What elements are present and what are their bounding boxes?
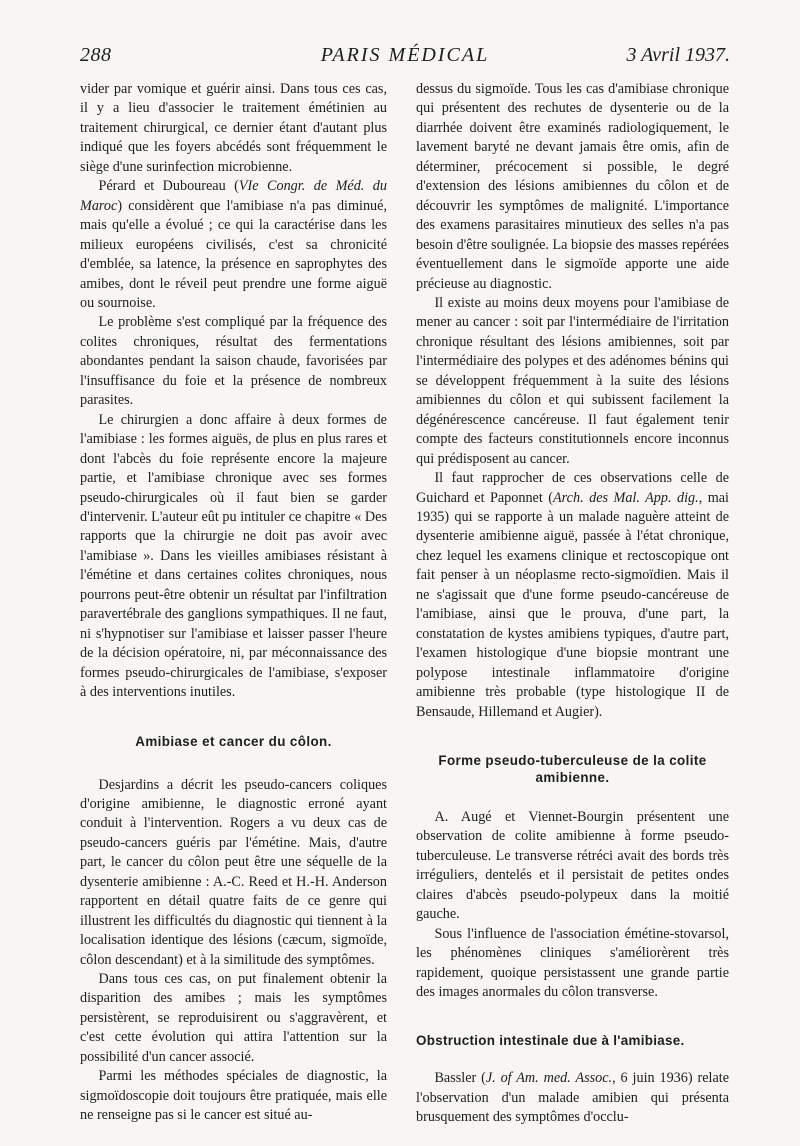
paragraph-text: , 6 juin 1936) relate l'observation d'un malade amibien qui présenta brusquement des symptômes d'occlu- <box>416 1070 729 1126</box>
issue-date: 3 Avril 1937. <box>626 44 730 66</box>
paragraph: dessus du sigmoïde. Tous les cas d'amibiase chronique qui présentent des rechutes de dysenterie ou de la diarrhée doivent être examinés radiologiquement, le lavement baryté ne devant jamais être omis, afin de déterminer, précocement si possible, le degré d'extension des lésions amibiennes du côlon et de découvrir les symptômes de malignité. L'importance des examens parasitaires minutieux des selles n'a pas besoin d'être soulignée. La biopsie des masses repérées éventuellement dans le sigmoïde apporte une aide précieuse au diagnostic. <box>416 81 730 292</box>
left-column <box>80 80 387 1126</box>
citation: J. of Am. med. Assoc. <box>485 1070 613 1087</box>
paragraph <box>416 1069 729 1127</box>
paragraph: vider par vomique et guérir ainsi. Dans tous ces cas, il y a lieu d'associer le traitement émétinien au traitement chirurgical, ce dernier étant d'autant plus indiqué que les foyers abcédés sont fréquemment le siège d'une surinfection microbienne. <box>80 81 387 175</box>
paragraph-text: Pérard et Duboureau ( <box>98 178 239 195</box>
paragraph: Sous l'influence de l'association émétine-stovarsol, les phénomènes cliniques s'améliorèrent très rapidement, quoique persistassent une grande partie des images anormales du côlon transverse. <box>416 925 729 1001</box>
citation: Arch. des Mal. App. dig. <box>553 489 699 506</box>
paragraph <box>416 469 729 722</box>
paragraph: Le problème s'est compliqué par la fréquence des colites chroniques, résultat des fermentations abondantes pendant la saison chaude, favorisées par l'insuffisance du foie et la présence de nombreux parasites. <box>80 314 387 409</box>
section-heading: Forme pseudo-tuberculeuse de la colite amibienne. <box>438 752 707 785</box>
paragraph-text: , mai 1935) qui se rapporte à un malade naguère atteint de dysenterie amibienne aiguë, passée à l'état chronique, chez lequel les examens clinique et rectoscopique ont fait penser à un néoplasme recto-sigmoïdien. Mais il ne s'agissait que d'une forme pseudo-cancéreuse de l'amibiase, ainsi que le prouva, d'une part, la constatation de kystes amibiens typiques, d'autre part, l'examen histologique d'une biopsie montrant une polypose intestinale inflammatoire d'origine amibienne très probable (type histologique II de Bensaude, Hillemand et Augier). <box>416 489 729 720</box>
paragraph-text: Bassler ( <box>434 1070 486 1087</box>
paragraph: Dans tous ces cas, on put finalement obtenir la disparition des amibes ; mais les symptômes persistèrent, se reproduisirent ou s'aggravèrent, et c'est cette évolution qui attira l'attention sur la possibilité d'un cancer associé. <box>80 971 387 1065</box>
section-heading: Obstruction intestinale due à l'amibiase. <box>416 1033 685 1049</box>
paragraph: A. Augé et Viennet-Bourgin présentent une observation de colite amibienne à forme pseudo-tuberculeuse. Le transverse rétréci avait des bords très irréguliers, dentelés et il persistait de petites ondes claires d'abcès pseudo-polypeux dans la moitié gauche. <box>416 808 729 923</box>
paragraph-text: ) considèrent que l'amibiase n'a pas diminué, mais qu'elle a évolué ; ce qui la caractérise dans les milieux européens civilisés, c'est sa chronicité d'emblée, sa latence, la présence en saprophytes des amibes, dont le réveil peut prendre une forme aiguë ou sournoise. <box>80 197 387 311</box>
paragraph-text: Il faut rapprocher de ces observations celle de Guichard et Paponnet ( <box>416 470 729 506</box>
citation: VIe Congr. de Méd. du Maroc <box>80 178 387 214</box>
paragraph: Il existe au moins deux moyens pour l'amibiase de mener au cancer : soit par l'intermédiaire de l'irritation chronique résultant des lésions amibiennes, soit par l'intermédiaire des polypes et des adénomes bénins qui se développent fréquemment à la suite des lésions amibiennes du côlon et qui subissent facilement la dégénérescence cancéreuse. Il faut également tenir compte des facteurs constitutionnels encore inconnus qui prédisposent au cancer. <box>416 294 729 467</box>
paragraph: Le chirurgien a donc affaire à deux formes de l'amibiase : les formes aiguës, de plus en plus rares et dont l'abcès du foie représente encore la majeure partie, et l'amibiase chronique avec ses formes pseudo-chirurgicales où il faut bien se garder d'intervenir. L'auteur eût pu intituler ce chapitre « Des rapports que la chirurgie ne doit pas avoir avec l'amibiase ». Dans les vieilles amibiases résistant à l'émétine et dans certaines colites chroniques, nous pourrons peut-être obtenir un résultat par l'infiltration paravertébrale des ganglions sympathiques. Il ne faut, ni s'hypnotiser sur l'amibiase et laisser passer l'heure de la décision opératoire, ni, par méconnaissance des formes pseudo-chirurgicales de l'amibiase, s'exposer à des interventions inutiles. <box>80 411 387 701</box>
page-number: 288 <box>80 44 112 66</box>
right-column <box>416 80 729 1128</box>
paragraph: Parmi les méthodes spéciales de diagnostic, la sigmoïdoscopie doit toujours être pratiquée, mais elle ne renseigne pas si le cancer est situé au- <box>80 1068 387 1124</box>
paragraph: Desjardins a décrit les pseudo-cancers coliques d'origine amibienne, le diagnostic erroné ayant conduit à l'intervention. Rogers a vu deux cas de pseudo-cancers guéris par l'émétine. Mais, d'autre part, le cancer du côlon peut être une séquelle de la dysenterie amibienne : A.-C. Reed et H.-H. Anderson rapportent en détail quatre faits de ce genre qui illustrent les difficultés du diagnostic qui tiennent à la localisation identique des lésions (cæcum, sigmoïde, côlon descendant) et à la similitude des symptômes. <box>80 776 387 968</box>
section-heading: Amibiase et cancer du côlon. <box>135 733 332 749</box>
running-head <box>80 44 730 74</box>
journal-title: PARIS MÉDICAL <box>320 44 490 66</box>
paragraph <box>80 177 387 313</box>
